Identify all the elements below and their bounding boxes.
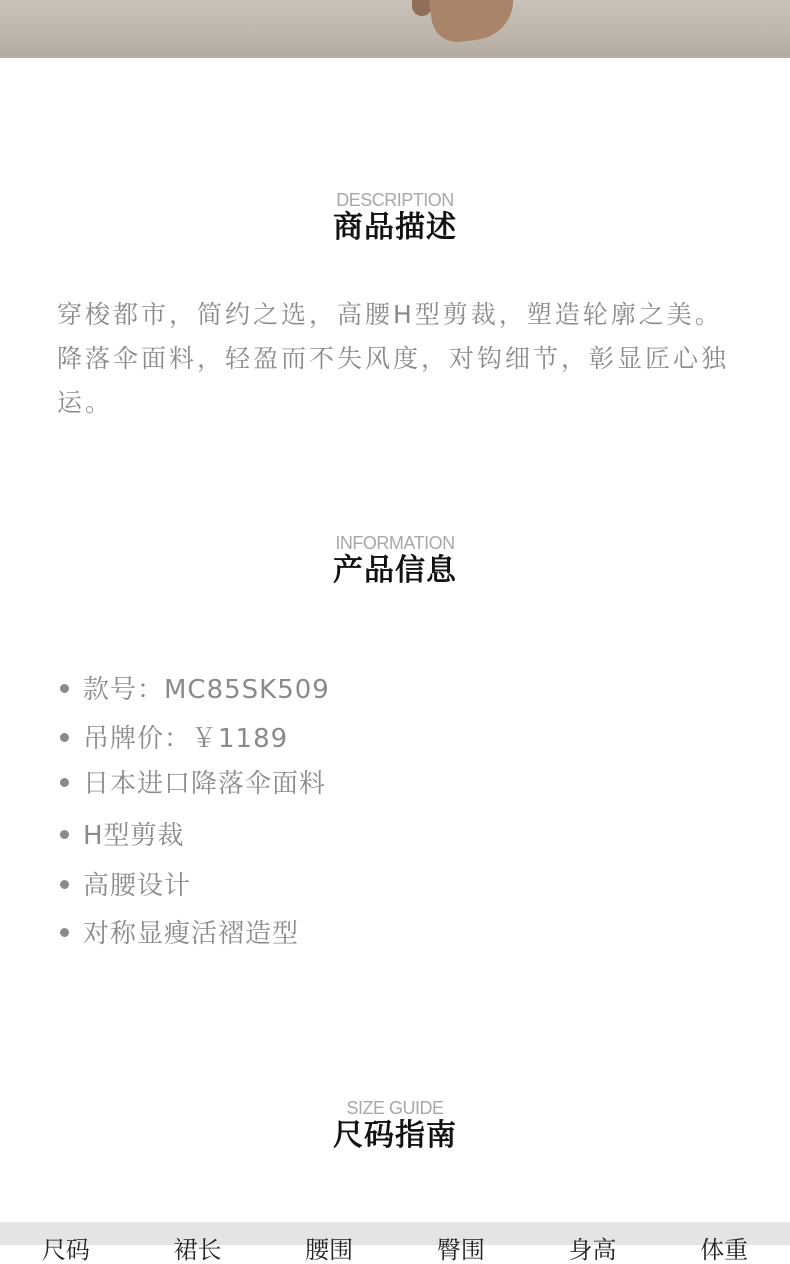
size-col-size: 尺码 [41,1236,90,1264]
size-col-hip: 臀围 [436,1236,485,1264]
size-table-header [0,1222,790,1264]
size-col-length: 裙长 [173,1236,222,1264]
info-cut: H型剪裁 [83,821,185,851]
list-item [60,768,326,800]
product-photo [0,0,790,58]
information-heading-cn: 产品信息 [333,553,457,588]
list-item [60,723,288,755]
information-heading-en: INFORMATION [335,533,455,553]
description-text: 穿梭都市，简约之选，高腰H型剪裁，塑造轮廓之美。降落伞面料，轻盈而不失风度，对钩细节，彰显匠心独运。 [57,300,730,417]
bullet-icon [60,778,69,787]
shoe-toe [426,0,519,46]
info-fabric: 日本进口降落伞面料 [83,769,327,799]
list-item [60,918,299,950]
bullet-icon [60,928,69,937]
bullet-icon [60,830,69,839]
information-heading [0,533,790,589]
bullet-icon [60,733,69,742]
info-style-number: 款号：MC85SK509 [83,675,330,705]
size-col-weight: 体重 [700,1236,749,1264]
size-guide-heading-en: SIZE GUIDE [346,1098,444,1118]
size-col-waist: 腰围 [305,1236,354,1264]
info-tag-price: 吊牌价：￥1189 [83,724,289,754]
size-guide-heading [0,1098,790,1154]
list-item [60,820,185,852]
info-pleats: 对称显瘦活褶造型 [83,919,300,949]
size-col-height: 身高 [568,1236,617,1264]
bullet-icon [60,880,69,889]
list-item [60,870,191,902]
size-guide-heading-cn: 尺码指南 [333,1118,457,1153]
list-item [60,674,330,706]
description-heading-en: DESCRIPTION [336,190,454,210]
description-heading [0,190,790,246]
description-heading-cn: 商品描述 [333,210,457,245]
bullet-icon [60,684,69,693]
info-waist: 高腰设计 [83,871,192,901]
